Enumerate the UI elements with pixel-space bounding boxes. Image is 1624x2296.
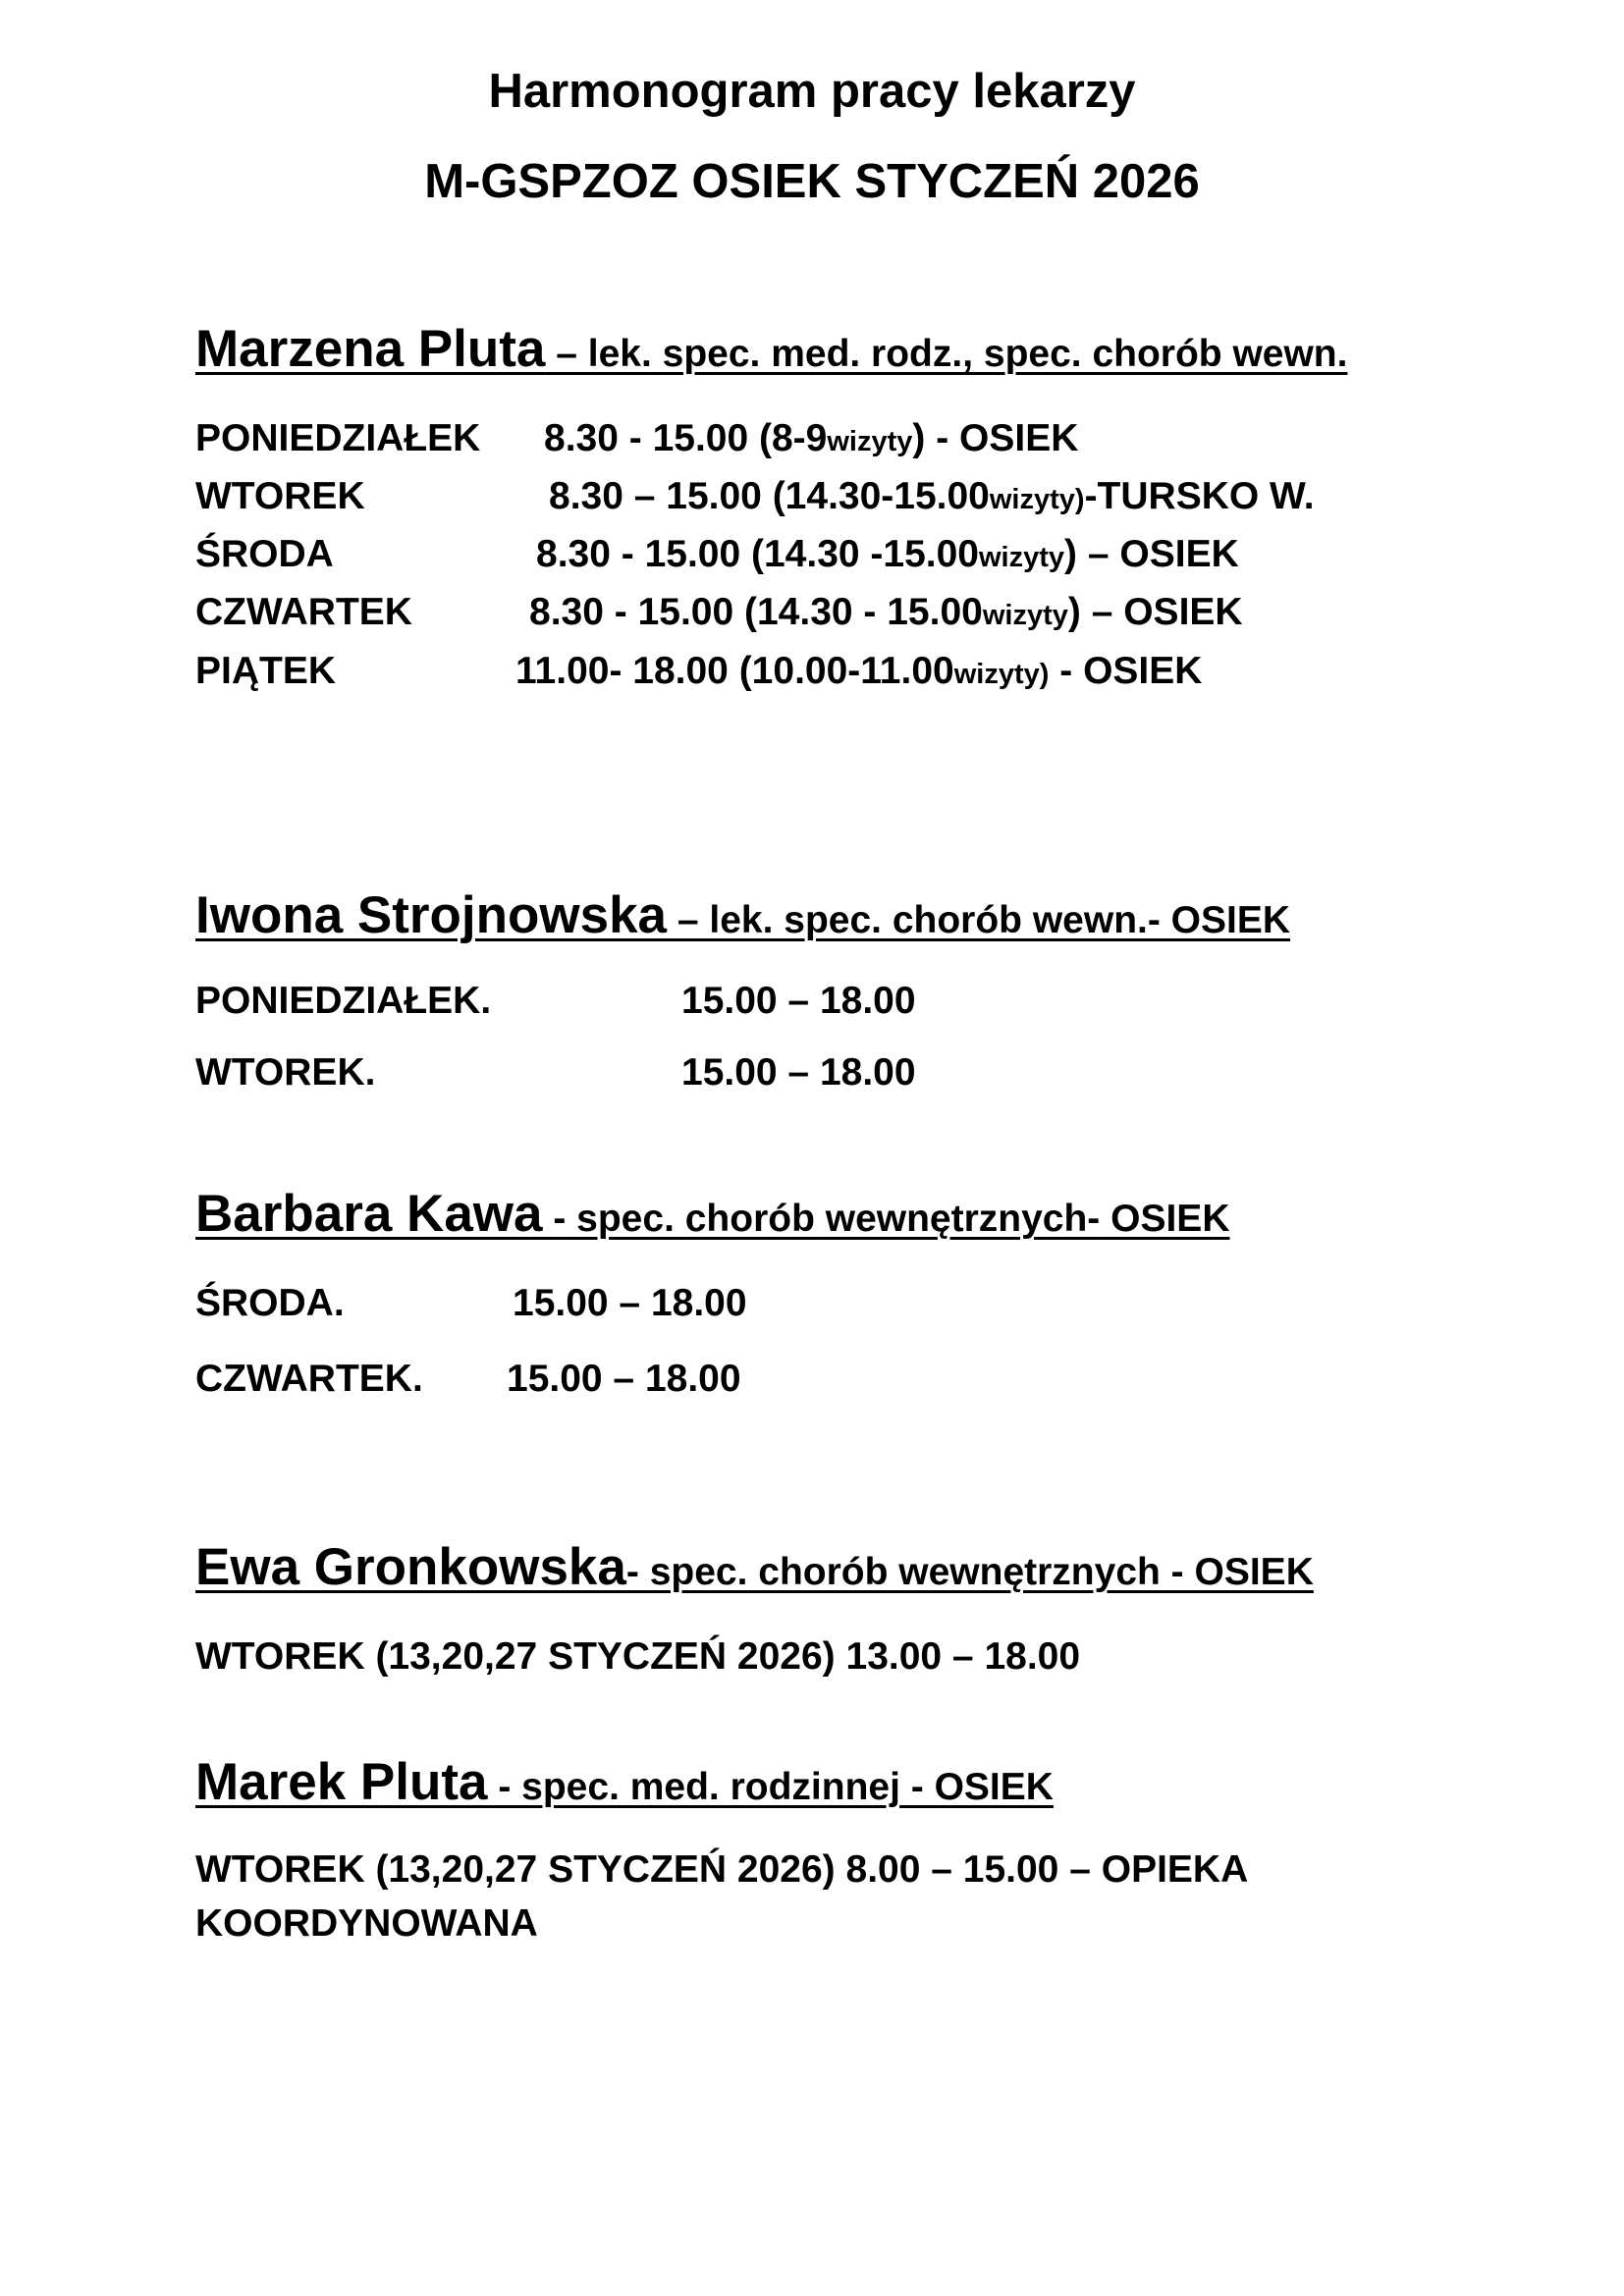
doctor-heading-barbara-kawa xyxy=(195,1185,1230,1243)
doctor-name: Marzena Pluta xyxy=(195,320,546,378)
doctor-name: Marek Pluta xyxy=(195,1753,488,1811)
schedule-hours: 8.30 - 15.00 (8-9 xyxy=(544,417,828,459)
schedule-note: wizyty xyxy=(827,426,913,457)
page-title: Harmonogram pracy lekarzy xyxy=(488,65,1136,118)
schedule-hours-group xyxy=(549,474,1315,522)
doctor-heading-marek-pluta xyxy=(195,1753,1054,1811)
schedule-text: KOORDYNOWANA xyxy=(195,1902,538,1945)
schedule-day: WTOREK. xyxy=(195,1051,376,1094)
schedule-note: wizyty xyxy=(982,600,1068,631)
schedule-day: ŚRODA xyxy=(195,533,334,575)
schedule-text: WTOREK (13,20,27 STYCZEŃ 2026) 8.00 – 15.00 – OPIEKA xyxy=(195,1848,1249,1891)
schedule-row xyxy=(195,1281,747,1326)
schedule-row xyxy=(195,1050,916,1095)
schedule-row xyxy=(195,590,1243,635)
doctor-specialty: – lek. spec. chorób wewn.- OSIEK xyxy=(667,899,1291,941)
schedule-day: PONIEDZIAŁEK. xyxy=(195,980,492,1022)
schedule-row xyxy=(195,474,1315,519)
schedule-row xyxy=(195,1357,741,1402)
schedule-hours: 15.00 – 18.00 xyxy=(513,1282,747,1324)
doctor-name: Ewa Gronkowska xyxy=(195,1538,626,1596)
schedule-location: -TURSKO W. xyxy=(1084,475,1315,517)
schedule-hours: 15.00 – 18.00 xyxy=(681,980,916,1022)
schedule-row xyxy=(195,649,1203,694)
doctor-specialty: - spec. chorób wewnętrznych - OSIEK xyxy=(625,1551,1314,1593)
schedule-note: wizyty) xyxy=(989,484,1085,515)
page-subtitle: M-GSPZOZ OSIEK STYCZEŃ 2026 xyxy=(424,155,1200,208)
schedule-hours: 8.30 – 15.00 (14.30-15.00 xyxy=(549,475,990,517)
doctor-specialty: – lek. spec. med. rodz., spec. chorób wewn. xyxy=(545,333,1348,375)
schedule-day: CZWARTEK. xyxy=(195,1358,423,1400)
schedule-hours-group xyxy=(529,590,1243,638)
schedule-day: CZWARTEK xyxy=(195,591,412,633)
schedule-row xyxy=(195,416,1079,461)
doctor-heading-ewa-gronkowska xyxy=(195,1538,1314,1596)
doctor-name: Barbara Kawa xyxy=(195,1185,543,1243)
doctor-name: Iwona Strojnowska xyxy=(195,886,668,944)
schedule-day: ŚRODA. xyxy=(195,1282,345,1324)
schedule-location: ) – OSIEK xyxy=(1067,591,1243,633)
schedule-hours-group xyxy=(544,416,1078,464)
schedule-day: WTOREK xyxy=(195,475,365,517)
schedule-row xyxy=(195,979,916,1024)
doctor-specialty: - spec. med. rodzinnej - OSIEK xyxy=(487,1766,1054,1808)
schedule-note: wizyty) xyxy=(953,659,1050,690)
schedule-row xyxy=(195,532,1239,577)
schedule-hours: 15.00 – 18.00 xyxy=(507,1358,741,1400)
schedule-hours: 11.00- 18.00 (10.00-11.00 xyxy=(515,650,954,692)
schedule-note: wizyty xyxy=(979,542,1065,573)
schedule-hours-group xyxy=(515,649,1202,697)
doctor-heading-marzena-pluta xyxy=(195,320,1348,378)
schedule-location: ) - OSIEK xyxy=(912,417,1079,459)
schedule-text: WTOREK (13,20,27 STYCZEŃ 2026) 13.00 – 18.00 xyxy=(195,1635,1081,1678)
schedule-day: PONIEDZIAŁEK xyxy=(195,417,481,459)
schedule-hours: 15.00 – 18.00 xyxy=(681,1051,916,1094)
schedule-location: ) – OSIEK xyxy=(1064,533,1239,575)
doctor-heading-iwona-strojnowska xyxy=(195,886,1291,944)
schedule-day: PIĄTEK xyxy=(195,650,337,692)
schedule-hours: 8.30 - 15.00 (14.30 - 15.00 xyxy=(529,591,983,633)
doctor-specialty: - spec. chorób wewnętrznych- OSIEK xyxy=(542,1198,1230,1240)
schedule-hours: 8.30 - 15.00 (14.30 -15.00 xyxy=(536,533,979,575)
schedule-location: - OSIEK xyxy=(1049,650,1203,692)
schedule-hours-group xyxy=(536,532,1239,580)
